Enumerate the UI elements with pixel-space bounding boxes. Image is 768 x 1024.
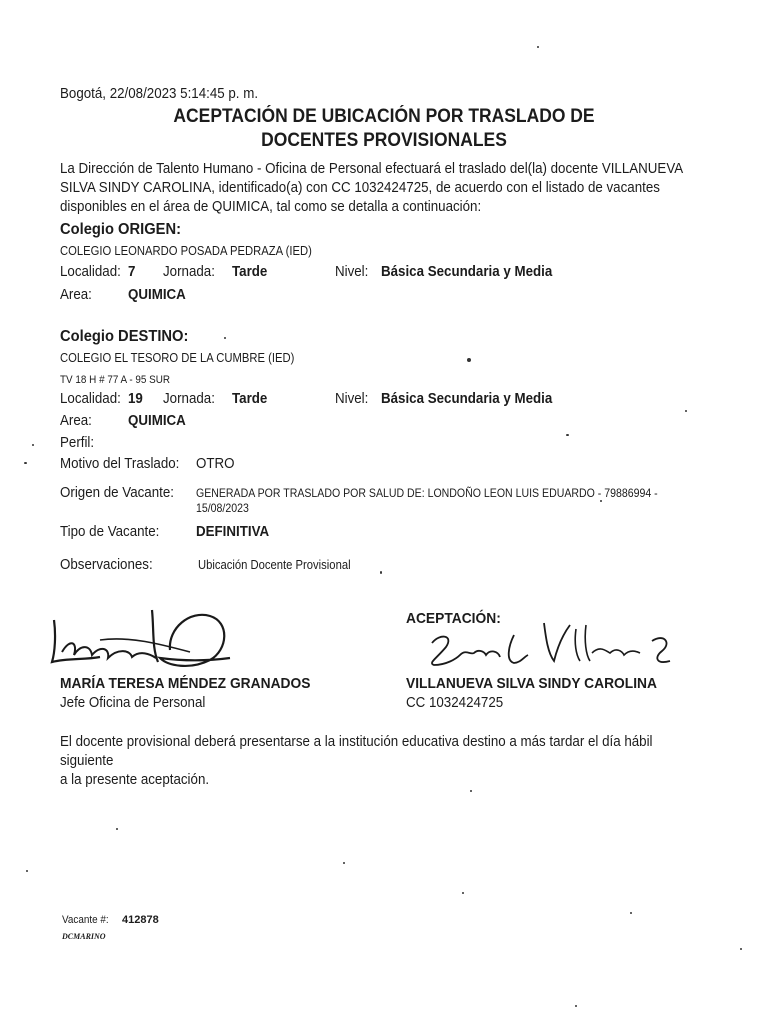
- closing-line-2: siguiente: [60, 753, 114, 769]
- scan-speck: [470, 790, 472, 792]
- origen-localidad-label: Localidad:: [60, 264, 121, 280]
- origen-nivel-value: Básica Secundaria y Media: [381, 264, 553, 280]
- scan-speck: [116, 828, 118, 830]
- scan-speck: [26, 870, 28, 872]
- scan-speck: [566, 434, 569, 436]
- origen-heading: Colegio ORIGEN:: [60, 221, 182, 238]
- perfil-label: Perfil:: [60, 435, 95, 451]
- scan-speck: [685, 410, 687, 412]
- origen-school: COLEGIO LEONARDO POSADA PEDRAZA (IED): [60, 244, 312, 258]
- tipo-vacante-label: Tipo de Vacante:: [60, 524, 160, 540]
- observaciones-value: Ubicación Docente Provisional: [198, 558, 351, 572]
- origen-nivel-label: Nivel:: [335, 264, 369, 280]
- scan-speck: [462, 892, 464, 894]
- destino-jornada-value: Tarde: [232, 391, 268, 407]
- signature-mendez: [40, 600, 250, 682]
- scan-speck: [32, 444, 34, 446]
- origen-area-label: Area:: [60, 287, 92, 303]
- scan-speck: [343, 862, 345, 864]
- scan-speck: [537, 46, 539, 48]
- destino-localidad-value: 19: [128, 391, 143, 407]
- tipo-vacante-value: DEFINITIVA: [196, 524, 270, 540]
- intro-line-3: disponibles en el área de QUIMICA, tal como se detalla a continuación:: [60, 199, 482, 215]
- destino-localidad-label: Localidad:: [60, 391, 121, 407]
- acceptance-heading: ACEPTACIÓN:: [406, 610, 501, 627]
- destino-jornada-label: Jornada:: [163, 391, 215, 407]
- initials: DCMARINO: [62, 932, 106, 941]
- signer-left-role: Jefe Oficina de Personal: [60, 695, 206, 711]
- motivo-value: OTRO: [196, 456, 235, 472]
- origen-vacante-line2: 15/08/2023: [196, 501, 249, 515]
- destino-address: TV 18 H # 77 A - 95 SUR: [60, 374, 171, 386]
- destino-school: COLEGIO EL TESORO DE LA CUMBRE (IED): [60, 351, 295, 365]
- destino-nivel-value: Básica Secundaria y Media: [381, 391, 553, 407]
- scan-speck: [600, 500, 602, 502]
- signer-left-name: MARÍA TERESA MÉNDEZ GRANADOS: [60, 675, 311, 692]
- signer-right-id: CC 1032424725: [406, 695, 504, 711]
- document-title-line1: ACEPTACIÓN DE UBICACIÓN POR TRASLADO DE: [173, 106, 595, 127]
- scan-speck: [224, 337, 226, 339]
- signature-villanueva: [420, 615, 680, 675]
- origen-localidad-value: 7: [128, 264, 136, 280]
- destino-heading: Colegio DESTINO:: [60, 328, 189, 345]
- origen-vacante-line1: GENERADA POR TRASLADO POR SALUD DE: LONDOÑO LEON LUIS EDUARDO - 79886994 -: [196, 486, 658, 500]
- vacante-number: 412878: [122, 914, 159, 926]
- origen-jornada-label: Jornada:: [163, 264, 215, 280]
- observaciones-label: Observaciones:: [60, 557, 153, 573]
- destino-area-label: Area:: [60, 413, 92, 429]
- signer-right-name: VILLANUEVA SILVA SINDY CAROLINA: [406, 675, 657, 692]
- scan-speck: [575, 1005, 577, 1007]
- scan-speck: [467, 358, 471, 362]
- scan-speck: [740, 948, 742, 950]
- destino-area-value: QUIMICA: [128, 413, 186, 429]
- date-line: Bogotá, 22/08/2023 5:14:45 p. m.: [60, 86, 259, 102]
- scan-speck: [630, 912, 632, 914]
- closing-line-3: a la presente aceptación.: [60, 772, 210, 788]
- motivo-label: Motivo del Traslado:: [60, 456, 180, 472]
- closing-line-1: El docente provisional deberá presentarse a la institución educativa destino a más tardar el día hábil: [60, 734, 653, 750]
- destino-nivel-label: Nivel:: [335, 391, 369, 407]
- origen-jornada-value: Tarde: [232, 264, 268, 280]
- document-title-line2: DOCENTES PROVISIONALES: [261, 130, 507, 151]
- vacante-label: Vacante #:: [62, 914, 109, 926]
- intro-line-1: La Dirección de Talento Humano - Oficina de Personal efectuará el traslado del(la) docente VILLANUEVA: [60, 161, 684, 177]
- scan-speck: [380, 571, 382, 574]
- origen-area-value: QUIMICA: [128, 287, 186, 303]
- origen-vacante-label: Origen de Vacante:: [60, 485, 174, 501]
- intro-line-2: SILVA SINDY CAROLINA, identificado(a) con CC 1032424725, de acuerdo con el listado de vacantes: [60, 180, 660, 196]
- scan-speck: [24, 462, 27, 464]
